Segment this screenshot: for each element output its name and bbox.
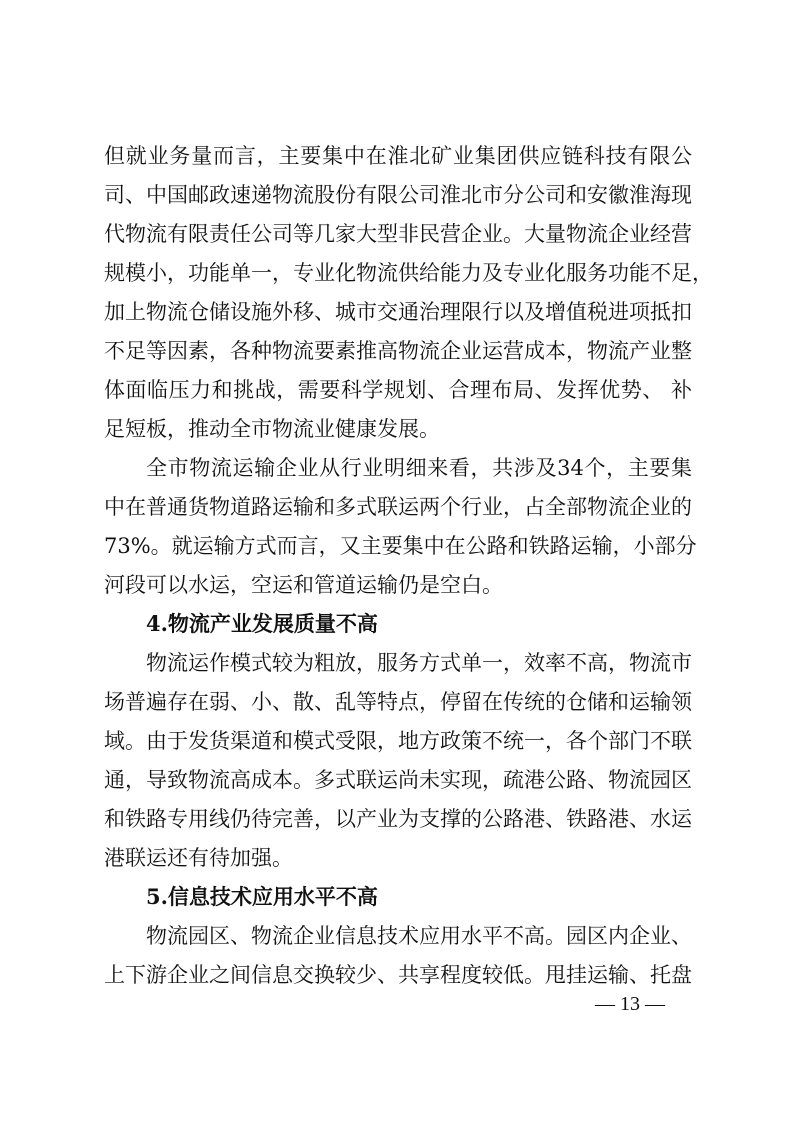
- paragraph-line: 物流运作模式较为粗放，服务方式单一，效率不高，物流市: [146, 651, 692, 675]
- paragraph-line: 体面临压力和挑战，需要科学规划、合理布局、发挥优势、 补: [104, 378, 692, 402]
- paragraph-line: 港联运还有待加强。: [104, 846, 293, 870]
- paragraph-line: 代物流有限责任公司等几家大型非民营企业。大量物流企业经营: [104, 222, 692, 246]
- paragraph-line: 河段可以水运，空运和管道运输仍是空白。: [104, 573, 503, 597]
- paragraph-line: 通，导致物流高成本。多式联运尚未实现，疏港公路、物流园区: [104, 768, 692, 792]
- section-heading: 4.物流产业发展质量不高: [146, 611, 378, 636]
- paragraph-line: 不足等因素，各种物流要素推高物流企业运营成本，物流产业整: [104, 339, 692, 363]
- paragraph-line: 上下游企业之间信息交换较少、共享程度较低。甩挂运输、托盘: [104, 963, 692, 987]
- paragraph-line: 加上物流仓储设施外移、城市交通治理限行以及增值税进项抵扣: [104, 300, 692, 324]
- paragraph-line: 域。由于发货渠道和模式受限，地方政策不统一，各个部门不联: [104, 729, 692, 753]
- paragraph-line: 全市物流运输企业从行业明细来看，共涉及34个，主要集: [146, 456, 692, 480]
- paragraph-line: 73%。就运输方式而言，又主要集中在公路和铁路运输，小部分: [104, 534, 697, 558]
- paragraph-line: 场普遍存在弱、小、散、乱等特点，停留在传统的仓储和运输领: [104, 690, 692, 714]
- paragraph-line: 足短板，推动全市物流业健康发展。: [104, 417, 440, 441]
- paragraph-line: 司、中国邮政速递物流股份有限公司淮北市分公司和安徽淮海现: [104, 183, 692, 207]
- paragraph-line: 但就业务量而言，主要集中在淮北矿业集团供应链科技有限公: [104, 144, 692, 168]
- paragraph-line: 规模小，功能单一，专业化物流供给能力及专业化服务功能不足，: [104, 261, 713, 285]
- section-heading: 5.信息技术应用水平不高: [146, 884, 378, 909]
- page-number: — 13 —: [595, 993, 665, 1015]
- paragraph-line: 物流园区、物流企业信息技术应用水平不高。园区内企业、: [146, 924, 692, 948]
- paragraph-line: 中在普通货物道路运输和多式联运两个行业，占全部物流企业的: [104, 495, 692, 519]
- paragraph-line: 和铁路专用线仍待完善，以产业为支撑的公路港、铁路港、水运: [104, 807, 692, 831]
